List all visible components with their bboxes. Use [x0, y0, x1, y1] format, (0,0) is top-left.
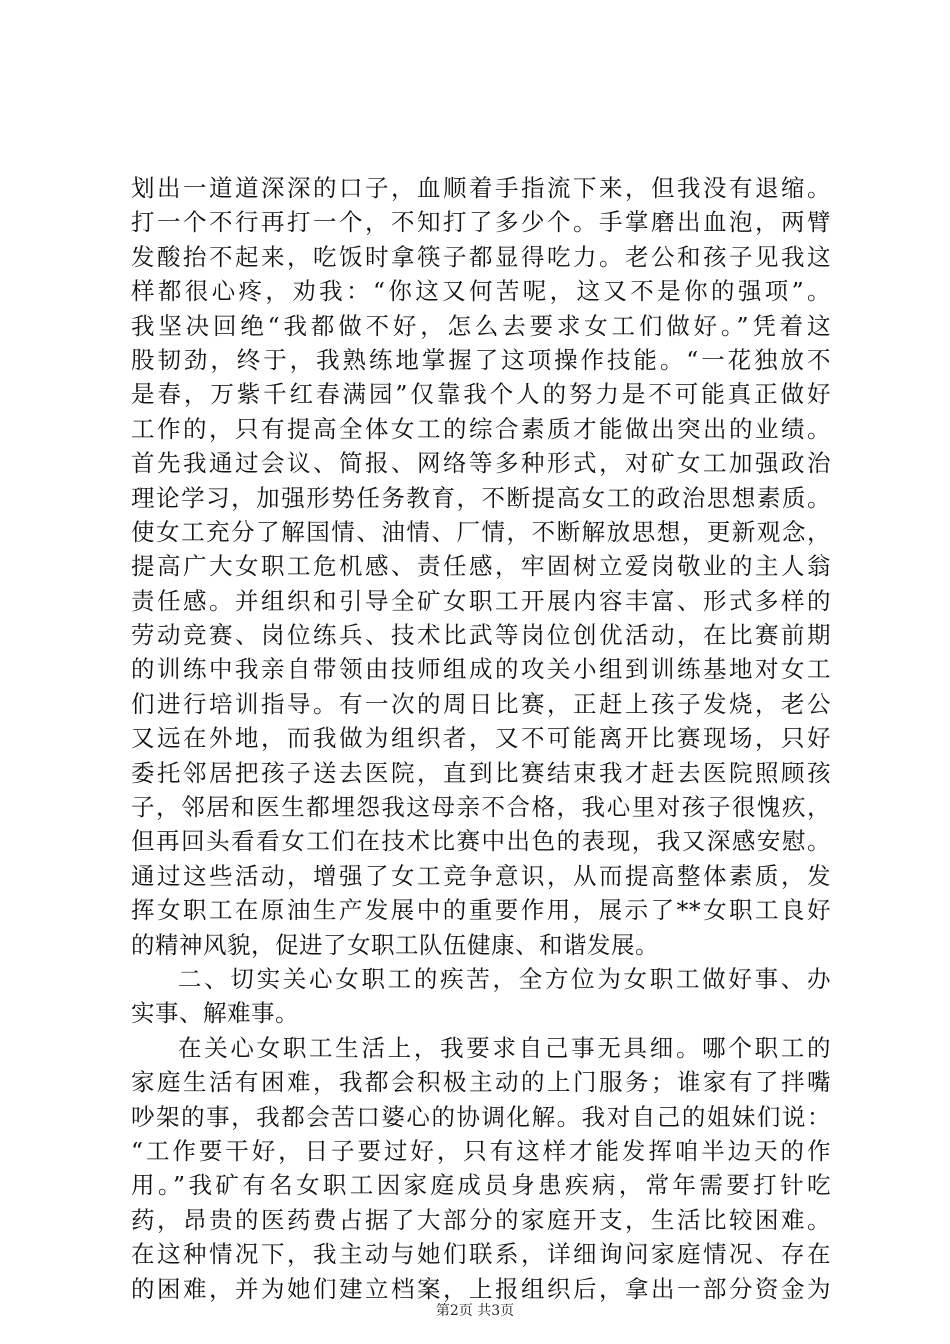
text-line: 又远在外地，而我做为组织者，又不可能离开比赛现场，只好: [131, 724, 831, 753]
text-line: “工作要干好，日子要过好，只有这样才能发挥咱半边天的作: [131, 1136, 831, 1165]
text-line: 家庭生活有困难，我都会积极主动的上门服务；谁家有了拌嘴: [131, 1068, 831, 1097]
text-line: 的精神风貌，促进了女职工队伍健康、和谐发展。: [131, 930, 659, 959]
text-line: 二、切实关心女职工的疾苦，全方位为女职工做好事、办: [178, 964, 831, 993]
text-line: 工作的，只有提高全体女工的综合素质才能做出突出的业绩。: [131, 414, 831, 443]
text-line: 股韧劲，终于，我熟练地掌握了这项操作技能。“一花独放不: [131, 345, 831, 374]
text-line: 吵架的事，我都会苦口婆心的协调化解。我对自己的姐妹们说：: [131, 1102, 831, 1131]
text-line: 们进行培训指导。有一次的周日比赛，正赶上孩子发烧，老公: [131, 689, 831, 718]
text-line: 是春，万紫千红春满园”仅靠我个人的努力是不可能真正做好: [131, 380, 831, 409]
text-line: 的困难，并为她们建立档案，上报组织后，拿出一部分资金为: [131, 1274, 831, 1303]
text-line: 挥女职工在原油生产发展中的重要作用，展示了**女职工良好: [131, 896, 831, 925]
text-line: 委托邻居把孩子送去医院，直到比赛结束我才赶去医院照顾孩: [131, 758, 831, 787]
text-line: 打一个不行再打一个，不知打了多少个。手掌磨出血泡，两臂: [131, 208, 831, 237]
text-line: 提高广大女职工危机感、责任感，牢固树立爱岗敬业的主人翁: [131, 552, 831, 581]
text-line: 责任感。并组织和引导全矿女职工开展内容丰富、形式多样的: [131, 586, 831, 615]
text-line: 实事、解难事。: [131, 999, 299, 1028]
text-line: 划出一道道深深的口子，血顺着手指流下来，但我没有退缩。: [131, 174, 831, 202]
text-line: 首先我通过会议、简报、网络等多种形式，对矿女工加强政治: [131, 449, 831, 478]
page-footer: 第2页 共3页: [435, 1303, 515, 1319]
text-line: 我坚决回绝“我都做不好，怎么去要求女工们做好。”凭着这: [131, 311, 831, 340]
text-line: 劳动竞赛、岗位练兵、技术比武等岗位创优活动，在比赛前期: [131, 621, 831, 650]
text-line: 样都很心疼，劝我：“你这又何苦呢，这又不是你的强项”。: [131, 277, 831, 306]
text-line: 在这种情况下，我主动与她们联系，详细询问家庭情况、存在: [131, 1240, 831, 1269]
text-line: 通过这些活动，增强了女工竞争意识，从而提高整体素质，发: [131, 861, 831, 890]
text-line: 子，邻居和医生都埋怨我这母亲不合格，我心里对孩子很愧疚，: [131, 793, 831, 822]
text-line: 在关心女职工生活上，我要求自己事无具细。哪个职工的: [178, 1033, 831, 1062]
text-line: 药，昂贵的医药费占据了大部分的家庭开支，生活比较困难。: [131, 1205, 831, 1234]
text-line: 理论学习，加强形势任务教育，不断提高女工的政治思想素质。: [131, 483, 831, 512]
text-line: 发酸抬不起来，吃饭时拿筷子都显得吃力。老公和孩子见我这: [131, 242, 831, 271]
text-line: 使女工充分了解国情、油情、厂情，不断解放思想，更新观念，: [131, 517, 831, 546]
document-body: [131, 171, 831, 1306]
text-line: 的训练中我亲自带领由技师组成的攻关小组到训练基地对女工: [131, 655, 831, 684]
text-line: 用。”我矿有名女职工因家庭成员身患疾病，常年需要打针吃: [131, 1171, 831, 1200]
text-line: 但再回头看看女工们在技术比赛中出色的表现，我又深感安慰。: [131, 827, 831, 856]
